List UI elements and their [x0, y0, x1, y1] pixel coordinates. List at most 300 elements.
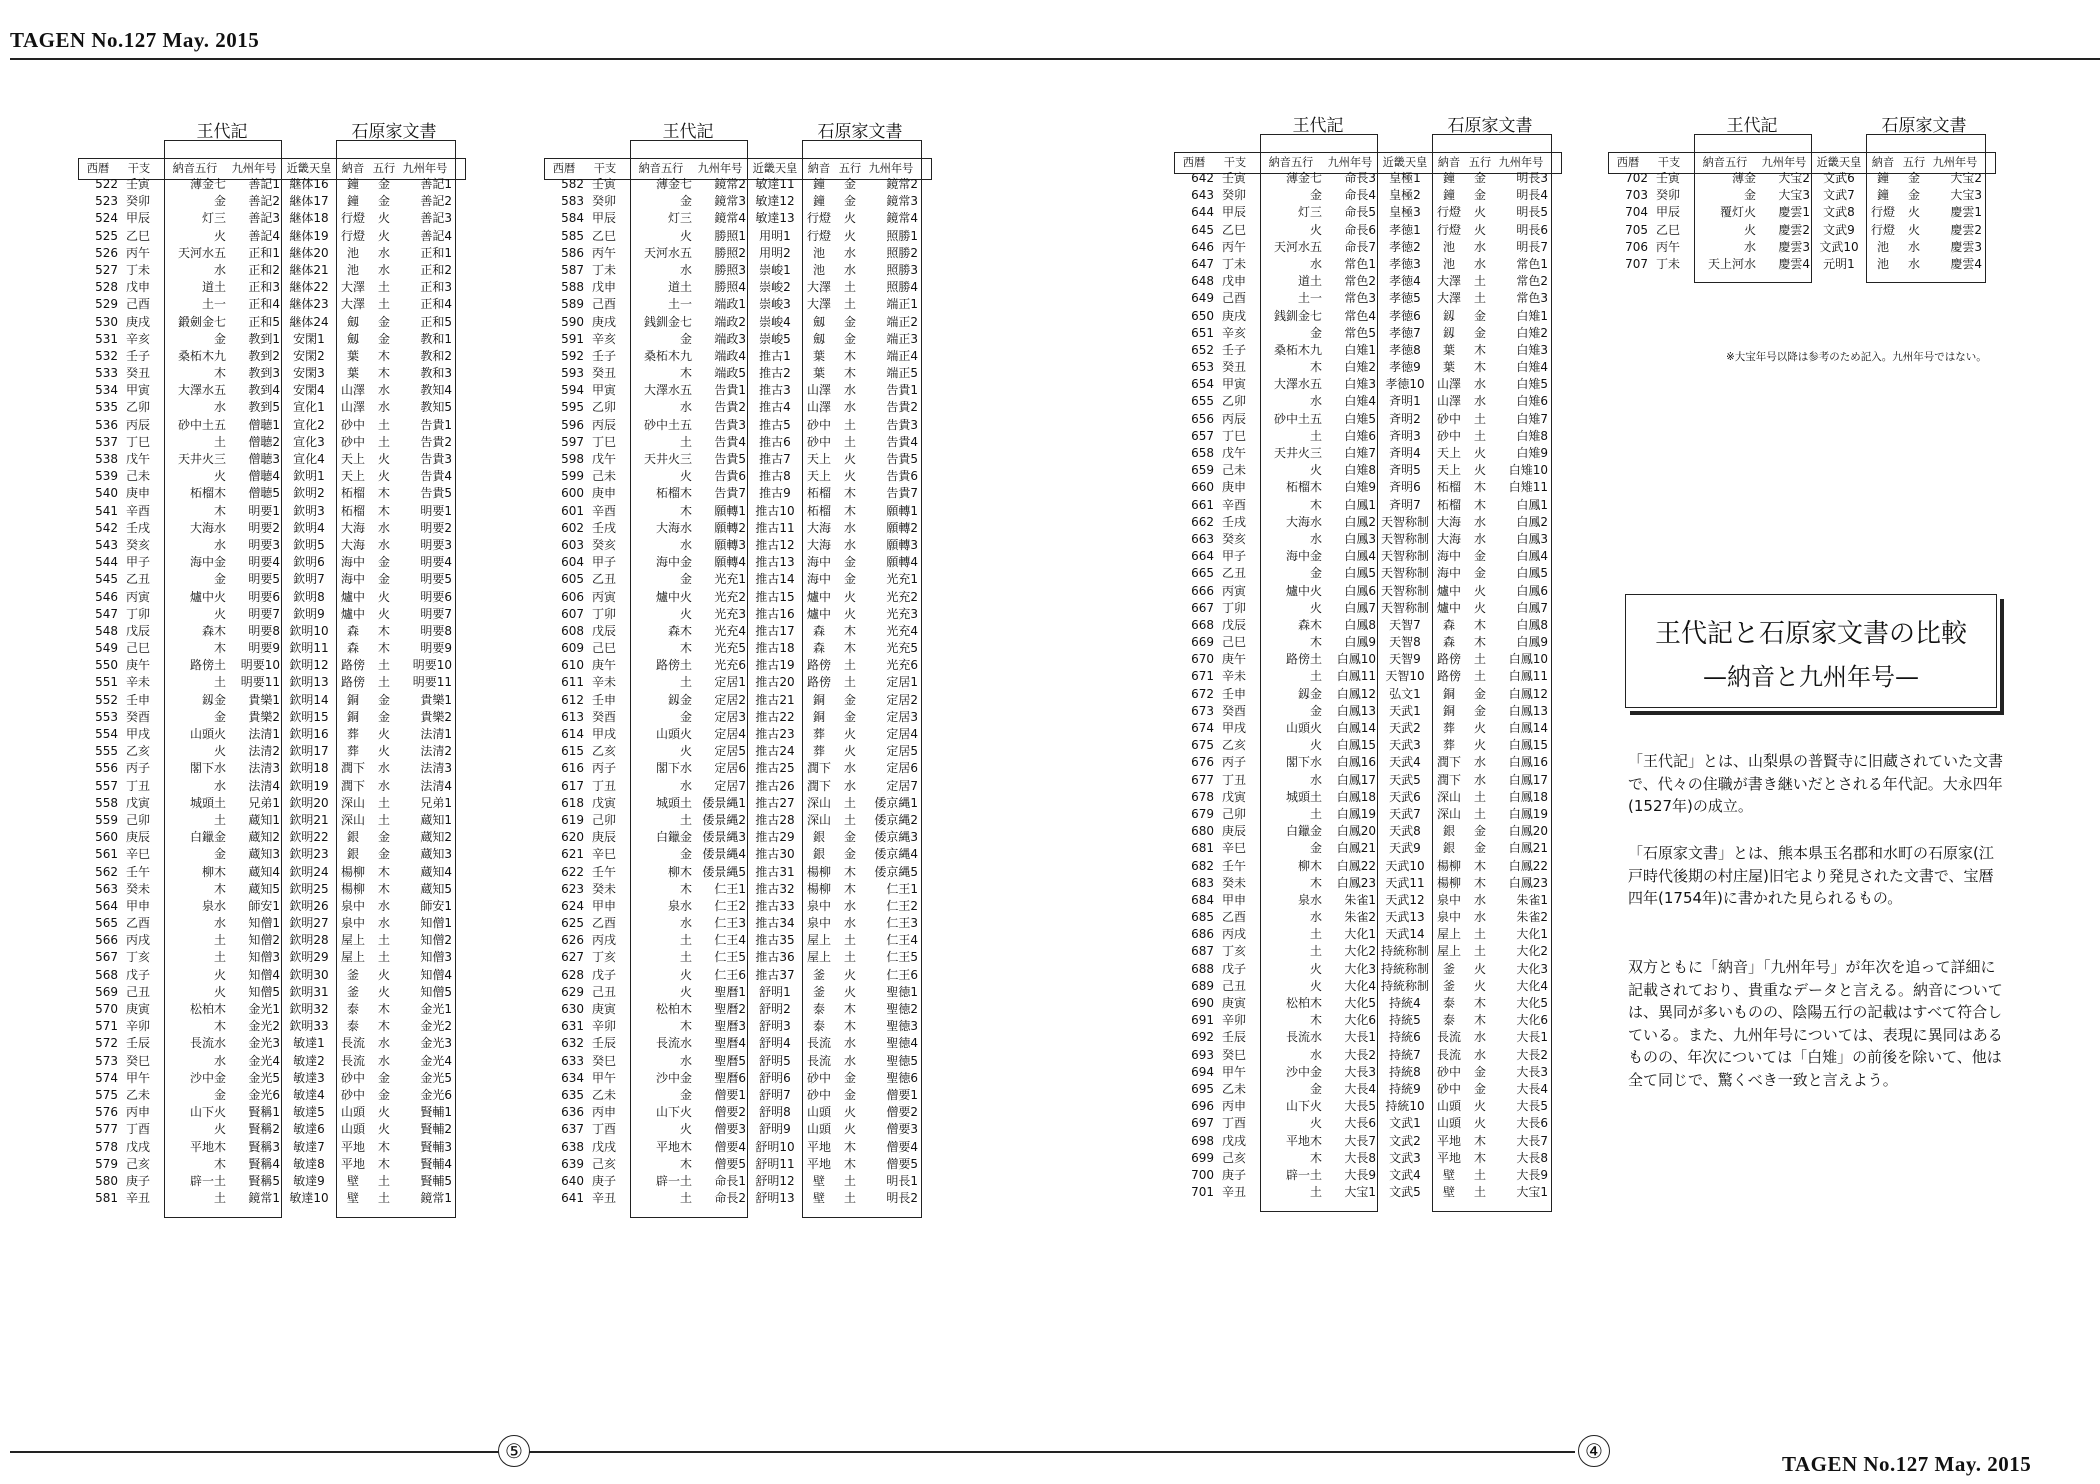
table-cell: 土	[213, 434, 226, 449]
table-cell: 大化5	[1516, 996, 1548, 1010]
table-cell: 泰	[346, 1019, 359, 1034]
table-cell: 朱雀2	[1344, 910, 1376, 925]
table-cell: 欽明8	[293, 589, 325, 604]
table-cell: 辛丑	[592, 1191, 617, 1206]
table-cell: 用明2	[759, 245, 791, 260]
table-cell: 砂中土五	[1273, 411, 1322, 426]
table-cell: 敏達11	[755, 177, 795, 191]
table-cell: 火	[1309, 222, 1322, 237]
table-cell: 金	[1473, 686, 1486, 701]
table-cell: 推古27	[755, 795, 795, 810]
table-cell: 欽明27	[289, 916, 329, 931]
table-cell: 光充4	[714, 623, 746, 638]
table-cell: 辛酉	[1222, 497, 1247, 512]
table-cell: 丁未	[592, 262, 617, 277]
table-cell: 天智9	[1389, 652, 1421, 667]
table-cell: 白鳳18	[1336, 789, 1376, 804]
table-cell: 607	[561, 606, 584, 621]
table-cell: 660	[1191, 480, 1214, 495]
table-cell: 天武7	[1389, 806, 1421, 821]
table-cell: 天武2	[1389, 721, 1421, 735]
table-cell: 668	[1191, 617, 1214, 632]
table-cell: 火	[679, 744, 692, 759]
table-cell: 聖徳2	[886, 1002, 918, 1016]
table-cell: 法清2	[420, 744, 452, 759]
table-cell: 665	[1191, 566, 1214, 581]
table-cell: 金	[679, 331, 692, 346]
table-cell: 劔	[812, 314, 825, 329]
table-cell: 674	[1191, 721, 1214, 735]
table-cell: 白雉4	[1516, 360, 1548, 375]
table-cell: 土	[377, 280, 390, 295]
table-cell: 行燈	[340, 228, 365, 243]
table-cell: 推古37	[755, 967, 795, 982]
table-cell: 火	[843, 469, 856, 484]
table-cell: 丙子	[1222, 755, 1247, 770]
table-cell: 火	[843, 228, 856, 243]
table-cell: 丁酉	[1222, 1116, 1247, 1131]
table-cell: 甲午	[126, 1070, 151, 1085]
table-cell: 道土	[667, 280, 692, 295]
column-header: 納音五行	[1702, 156, 1748, 169]
table-cell: 海中	[806, 572, 831, 587]
table-cell: 白鳳23	[1508, 875, 1548, 890]
table-cell: 火	[1473, 978, 1486, 993]
table-cell: 戊寅	[592, 795, 617, 810]
table-cell: 庚戌	[592, 314, 617, 329]
table-cell: 賢輔2	[420, 1122, 452, 1137]
table-cell: 庚辰	[126, 830, 151, 845]
table-cell: 638	[561, 1139, 584, 1154]
table-cell: 聖曆1	[714, 984, 746, 999]
table-cell: 継体19	[289, 228, 329, 243]
table-cell: 624	[561, 898, 584, 913]
column-header: 西暦	[1616, 156, 1640, 169]
table-cell: 知僧1	[420, 916, 452, 931]
table-cell: 辛丑	[126, 1191, 151, 1206]
table-cell: 釼金	[1297, 686, 1322, 701]
table-cell: 端正5	[886, 366, 918, 381]
table-cell: 白雉5	[1516, 377, 1548, 392]
table-cell: 池	[812, 245, 825, 260]
table-cell: 水	[679, 778, 692, 793]
table-cell: 木	[1473, 1133, 1486, 1148]
table-cell: 火	[213, 984, 226, 999]
table-cell: 僧聴2	[248, 434, 280, 449]
table-cell: 546	[95, 589, 118, 604]
table-cell: 柘榴	[806, 503, 831, 518]
table-cell: 端正4	[886, 348, 918, 363]
table-cell: 金	[1309, 841, 1322, 856]
table-cell: 聖徳5	[886, 1053, 918, 1068]
table-cell: 丁丑	[126, 778, 151, 793]
table-cell: 告貴5	[420, 486, 452, 501]
table-cell: 長流	[806, 1036, 831, 1051]
table-cell: 壬寅	[126, 177, 151, 191]
table-cell: 609	[561, 641, 584, 656]
table-cell: 白鳳7	[1344, 600, 1376, 615]
table-cell: 孝徳10	[1385, 377, 1425, 392]
table-cell: 戊申	[126, 280, 151, 295]
table-cell: 火	[1473, 463, 1486, 478]
table-cell: 慶雲3	[1778, 239, 1810, 254]
table-cell: 火	[1473, 205, 1486, 220]
table-cell: 乙巳	[592, 228, 617, 243]
table-cell: 持統称制	[1380, 978, 1429, 993]
table-cell: 火	[679, 1122, 692, 1137]
table-cell: 端政2	[714, 314, 746, 329]
table-cell: 704	[1625, 205, 1648, 220]
table-cell: 泰	[346, 1002, 359, 1016]
table-cell: 白雉2	[1516, 325, 1548, 340]
table-cell: 604	[561, 555, 584, 570]
table-cell: 定居6	[714, 761, 746, 776]
table-cell: 海中	[340, 572, 365, 587]
table-cell: 火	[377, 1122, 390, 1137]
table-cell: 持統称制	[1380, 944, 1429, 959]
table-cell: 戊子	[592, 967, 617, 982]
table-cell: 大長3	[1516, 1064, 1548, 1079]
table-cell: 大長5	[1516, 1099, 1548, 1114]
table-cell: 泉中	[806, 916, 831, 931]
table-cell: 告貴1	[420, 417, 452, 432]
table-cell: 706	[1625, 239, 1648, 254]
table-cell: 告貴6	[886, 469, 918, 484]
table-cell: 深山	[1436, 789, 1461, 804]
table-cell: 657	[1191, 428, 1214, 443]
table-cell: 土	[843, 933, 856, 948]
table-cell: 柳木	[1297, 858, 1322, 873]
table-cell: 僧要1	[886, 1087, 918, 1102]
table-cell: 常色1	[1516, 256, 1548, 271]
table-cell: 山澤	[806, 400, 831, 415]
table-cell: 宣化2	[293, 417, 325, 432]
table-cell: 602	[561, 520, 584, 535]
column-header: 九州年号	[231, 162, 277, 175]
table-cell: 壬申	[126, 692, 151, 707]
table-cell: 光充1	[714, 572, 746, 587]
table-cell: 木	[843, 864, 856, 879]
table-cell: 大長2	[1516, 1047, 1548, 1062]
table-cell: 斉明2	[1389, 411, 1421, 426]
table-cell: 山頭	[340, 1105, 365, 1120]
group-title-ishihara: 石原家文書	[1447, 116, 1533, 136]
table-cell: 火	[213, 744, 226, 759]
table-cell: 火	[213, 606, 226, 621]
table-cell: 白雉1	[1516, 308, 1548, 323]
table-cell: 知僧3	[420, 950, 452, 965]
table-cell: 泉中	[1436, 910, 1461, 925]
table-cell: 577	[95, 1122, 118, 1137]
table-cell: 葉	[346, 366, 359, 381]
table-cell: 天智8	[1389, 635, 1421, 650]
table-cell: 528	[95, 280, 118, 295]
table-cell: 己未	[126, 469, 151, 484]
table-cell: 辛卯	[592, 1019, 617, 1034]
table-cell: 覆灯火	[1719, 205, 1756, 220]
table-cell: 舒明6	[759, 1070, 791, 1085]
table-cell: 柘榴木	[1285, 480, 1322, 495]
table-cell: 文武10	[1819, 239, 1859, 254]
table-cell: 白鳳22	[1508, 858, 1548, 873]
table-cell: 火	[843, 727, 856, 741]
table-cell: 612	[561, 692, 584, 707]
table-cell: 砂中	[806, 434, 831, 449]
table-cell: 砂中	[340, 1087, 365, 1102]
table-cell: 行燈	[1870, 205, 1895, 220]
table-cell: 金	[843, 177, 856, 191]
table-cell: 欽明13	[289, 675, 329, 690]
table-cell: 火	[843, 1122, 856, 1137]
table-cell: 574	[95, 1070, 118, 1085]
table-cell: 屋上	[340, 950, 365, 965]
table-cell: 土	[1309, 944, 1322, 959]
table-cell: 大宝3	[1778, 188, 1810, 203]
table-cell: 長流水	[189, 1036, 226, 1051]
table-cell: 敏達10	[289, 1191, 329, 1206]
table-cell: 丙午	[592, 245, 617, 260]
table-cell: 蔵知2	[420, 830, 452, 845]
table-cell: 542	[95, 520, 118, 535]
table-cell: 天武11	[1385, 875, 1425, 890]
table-cell: 敏達12	[755, 194, 795, 209]
table-cell: 路傍	[1436, 669, 1461, 684]
table-cell: 金	[1473, 308, 1486, 323]
table-cell: 土	[1473, 669, 1486, 684]
table-cell: 金光3	[420, 1036, 452, 1051]
table-cell: 道土	[201, 280, 226, 295]
table-cell: 大澤	[1436, 291, 1461, 306]
table-cell: 木	[1473, 617, 1486, 632]
table-cell: 薄金	[1731, 171, 1756, 185]
table-cell: 541	[95, 503, 118, 518]
table-cell: 正和2	[420, 262, 452, 277]
table-cell: 天武10	[1385, 858, 1425, 873]
table-cell: 693	[1191, 1047, 1214, 1062]
table-cell: 泉中	[806, 898, 831, 913]
table-cell: 蔵知5	[248, 881, 280, 896]
table-cell: 教和3	[420, 366, 452, 381]
table-cell: 680	[1191, 824, 1214, 839]
table-cell: 白鳳14	[1508, 721, 1548, 735]
table-cell: 天上	[1436, 446, 1461, 460]
table-cell: 潤下	[340, 761, 365, 776]
table-cell: 白鳳19	[1336, 806, 1376, 821]
table-cell: 森	[346, 623, 359, 638]
table-cell: 舒明7	[759, 1087, 791, 1102]
table-cell: 明要1	[248, 503, 280, 518]
table-cell: 癸卯	[126, 194, 151, 209]
table-cell: 爐中	[806, 606, 831, 621]
table-cell: 水	[1473, 1047, 1486, 1062]
table-cell: 天智称制	[1380, 531, 1429, 546]
table-cell: 土	[1473, 944, 1486, 959]
table-cell: 蔵知3	[420, 847, 452, 862]
table-cell: 深山	[806, 795, 831, 810]
table-cell: 乙酉	[1222, 910, 1247, 925]
table-cell: 614	[561, 727, 584, 741]
table-cell: 丁亥	[126, 950, 151, 965]
table-cell: 鐘	[346, 177, 359, 191]
table-cell: 安閑1	[293, 331, 325, 346]
table-cell: 楊柳	[806, 864, 831, 879]
table-cell: 山下火	[189, 1105, 226, 1120]
table-cell: 木	[213, 1156, 226, 1171]
table-cell: 金	[377, 194, 390, 209]
table-cell: 薄金七	[1285, 171, 1322, 185]
table-cell: 行燈	[340, 211, 365, 226]
table-cell: 深山	[806, 812, 831, 827]
table-cell: 金	[679, 572, 692, 587]
table-cell: 696	[1191, 1099, 1214, 1114]
table-cell: 僧要1	[714, 1087, 746, 1102]
table-cell: 金	[843, 692, 856, 707]
table-cell: 癸丑	[126, 366, 151, 381]
table-cell: 辛巳	[1222, 841, 1247, 856]
table-cell: 白鳳15	[1508, 738, 1548, 753]
table-cell: 532	[95, 348, 118, 363]
table-cell: 576	[95, 1105, 118, 1120]
table-cell: 告貴2	[420, 434, 452, 449]
table-cell: 木	[1473, 360, 1486, 375]
table-cell: 泰	[812, 1002, 825, 1016]
column-header: 九州年号	[1932, 156, 1978, 169]
table-cell: 聖曆4	[714, 1036, 746, 1051]
table-cell: 水	[377, 400, 390, 415]
group-title-ishihara: 石原家文書	[817, 122, 903, 142]
table-cell: 669	[1191, 635, 1214, 650]
table-cell: 523	[95, 194, 118, 209]
table-cell: 蔵知3	[248, 847, 280, 862]
table-cell: 甲午	[592, 1070, 617, 1085]
table-cell: 海中	[340, 555, 365, 570]
table-cell: 銭釧金七	[643, 314, 692, 329]
table-cell: 仁王4	[714, 933, 746, 948]
table-cell: 619	[561, 812, 584, 827]
table-cell: 甲寅	[126, 383, 151, 398]
table-cell: 火	[1309, 738, 1322, 753]
table-cell: 625	[561, 916, 584, 931]
table-cell: 辛未	[126, 675, 151, 690]
table-cell: 路傍	[340, 658, 365, 673]
table-cell: 推古35	[755, 933, 795, 948]
table-cell: 砂中	[1436, 428, 1461, 443]
table-cell: 持統7	[1389, 1047, 1421, 1062]
table-cell: 水	[377, 245, 390, 260]
table-cell: 銭釧金七	[1273, 308, 1322, 323]
table-cell: 570	[95, 1002, 118, 1016]
table-cell: 木	[843, 1002, 856, 1016]
table-cell: 大化6	[1516, 1013, 1548, 1028]
table-cell: 潤下	[1436, 772, 1461, 787]
table-cell: 乙酉	[592, 916, 617, 931]
table-cell: 632	[561, 1036, 584, 1051]
table-cell: 694	[1191, 1064, 1214, 1079]
table-cell: 火	[679, 967, 692, 982]
table-cell: 願轉1	[886, 503, 918, 518]
table-cell: 明要11	[412, 675, 452, 690]
table-cell: 535	[95, 400, 118, 415]
table-cell: 欽明15	[289, 709, 329, 724]
table-cell: 朱雀1	[1516, 892, 1548, 907]
table-cell: 527	[95, 262, 118, 277]
table-cell: 池	[1442, 256, 1455, 271]
table-cell: 楊柳	[1436, 875, 1461, 890]
table-cell: 土	[843, 1191, 856, 1206]
group-title-oudaiki: 王代記	[1726, 116, 1778, 136]
table-cell: 崇峻5	[759, 331, 791, 346]
table-cell: 白鳳4	[1344, 549, 1376, 564]
table-cell: 釼	[1442, 308, 1455, 323]
table-cell: 白雉6	[1344, 428, 1376, 443]
table-cell: 525	[95, 228, 118, 243]
table-cell: 金	[377, 692, 390, 707]
table-cell: 653	[1191, 360, 1214, 375]
table-cell: 667	[1191, 600, 1214, 615]
group-title-oudaiki: 王代記	[1292, 116, 1344, 136]
table-cell: 己巳	[592, 641, 617, 656]
table-cell: 金	[377, 572, 390, 587]
table-cell: 推古34	[755, 916, 795, 931]
table-cell: 金	[1309, 325, 1322, 340]
table-cell: 光充6	[886, 658, 918, 673]
table-cell: 仁王5	[714, 950, 746, 965]
table-cell: 告貴4	[886, 434, 918, 449]
table-cell: 611	[561, 675, 584, 690]
table-cell: 明要7	[248, 606, 280, 621]
table-cell: 正和4	[248, 297, 280, 312]
table-cell: 辛巳	[592, 847, 617, 862]
table-cell: 砂中	[806, 417, 831, 432]
table-cell: 端正3	[886, 331, 918, 346]
table-cell: 土	[377, 434, 390, 449]
table-cell: 692	[1191, 1030, 1214, 1045]
table-cell: 戊申	[1222, 274, 1247, 289]
table-cell: 告貴3	[886, 417, 918, 432]
table-cell: 火	[679, 469, 692, 484]
table-cell: 善記1	[248, 177, 280, 191]
table-cell: 己酉	[592, 297, 617, 312]
table-cell: 630	[561, 1002, 584, 1016]
table-cell: 548	[95, 623, 118, 638]
table-cell: 金	[213, 572, 226, 587]
table-cell: 推古31	[755, 864, 795, 879]
table-cell: 常色2	[1344, 274, 1376, 289]
table-cell: 賢稱4	[248, 1156, 280, 1171]
table-cell: 願轉3	[886, 537, 918, 552]
table-cell: 579	[95, 1156, 118, 1171]
table-cell: 聖曆2	[714, 1002, 746, 1016]
table-cell: 582	[561, 177, 584, 191]
table-cell: 倭京縄1	[874, 795, 918, 810]
table-cell: 皇極2	[1389, 188, 1421, 203]
table-cell: 木	[1309, 360, 1322, 375]
table-cell: 金光4	[248, 1053, 280, 1068]
table-cell: 劔	[346, 314, 359, 329]
table-cell: 乙未	[1222, 1081, 1247, 1096]
table-cell: 継体21	[289, 262, 329, 277]
table-cell: 588	[561, 280, 584, 295]
table-cell: 白鳳2	[1344, 514, 1376, 529]
table-cell: 666	[1191, 583, 1214, 598]
table-cell: 土	[1309, 806, 1322, 821]
table-cell: 木	[1309, 1013, 1322, 1028]
table-cell: 欽明21	[289, 812, 329, 827]
table-cell: 柘榴	[340, 486, 365, 501]
table-cell: 大長1	[1344, 1030, 1376, 1045]
table-cell: 558	[95, 795, 118, 810]
table-cell: 欽明12	[289, 658, 329, 673]
